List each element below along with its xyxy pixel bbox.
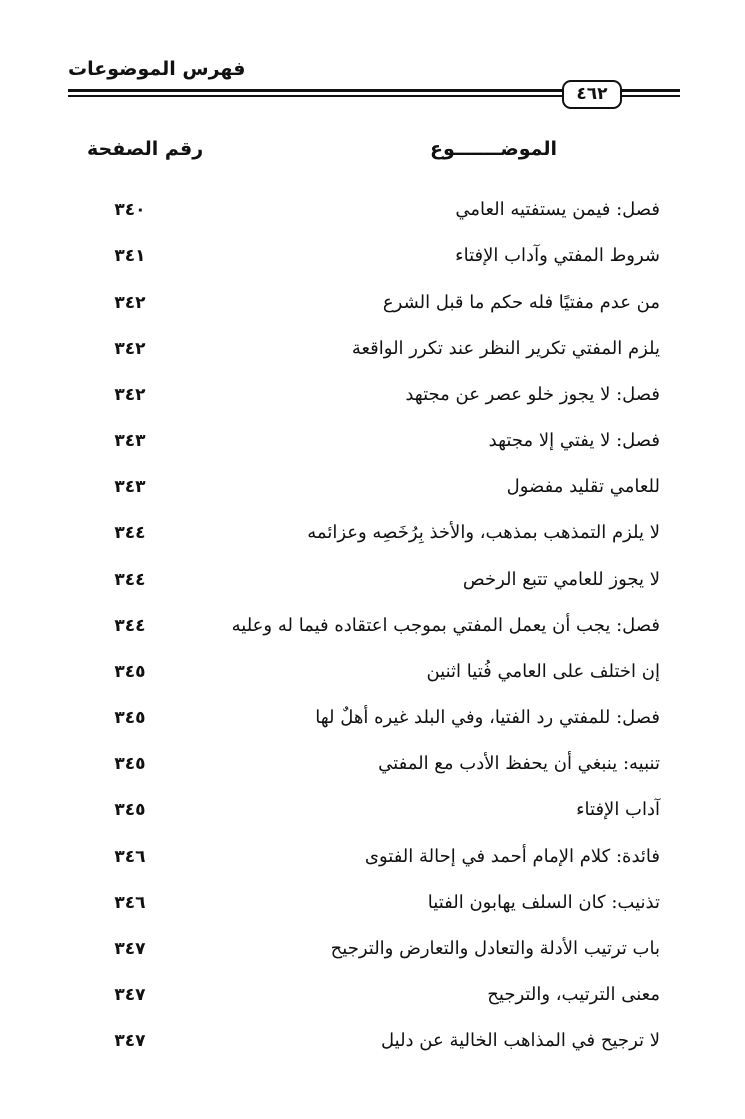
row-topic: فصل: فيمن يستفتيه العامي (455, 199, 660, 220)
row-page: ٣٤٠ (114, 200, 146, 220)
table-row (80, 975, 660, 1015)
row-page: ٣٤٤ (114, 616, 146, 636)
row-topic: تنبيه: ينبغي أن يحفظ الأدب مع المفتي (378, 753, 660, 774)
table-row (80, 652, 660, 692)
row-topic: آداب الإفتاء (576, 799, 660, 820)
row-page: ٣٤٢ (114, 339, 146, 359)
row-topic: لا يلزم التمذهب بمذهب، والأخذ بِرُخَصِه وعزائمه (307, 522, 660, 543)
row-page: ٣٤٥ (114, 662, 146, 682)
table-row (80, 467, 660, 507)
row-topic: فصل: لا يجوز خلو عصر عن مجتهد (405, 384, 660, 405)
row-topic: معنى الترتيب، والترجيح (487, 984, 660, 1005)
row-topic: للعامي تقليد مفضول (506, 476, 660, 497)
row-page: ٣٤٥ (114, 708, 146, 728)
row-topic: فائدة: كلام الإمام أحمد في إحالة الفتوى (364, 846, 660, 867)
table-row (80, 513, 660, 553)
row-topic: باب ترتيب الأدلة والتعادل والتعارض والترجيح (330, 938, 660, 959)
table-row (80, 375, 660, 415)
row-topic: يلزم المفتي تكرير النظر عند تكرر الواقعة (351, 338, 660, 359)
row-page: ٣٤٣ (114, 477, 146, 497)
row-page: ٣٤٧ (114, 985, 146, 1005)
row-topic: فصل: يجب أن يعمل المفتي بموجب اعتقاده فيما له وعليه (231, 615, 660, 636)
row-topic: شروط المفتي وآداب الإفتاء (455, 245, 660, 266)
row-topic: لا ترجيح في المذاهب الخالية عن دليل (381, 1030, 660, 1051)
row-page: ٣٤٥ (114, 800, 146, 820)
row-page: ٣٤٢ (114, 293, 146, 313)
row-page: ٣٤٧ (114, 1031, 146, 1051)
row-topic: لا يجوز للعامي تتبع الرخص (462, 569, 660, 590)
page-column-heading: رقم الصفحة (87, 138, 204, 160)
row-topic: فصل: لا يفتي إلا مجتهد (488, 430, 660, 451)
row-topic: من عدم مفتيًا فله حكم ما قبل الشرع (382, 292, 660, 313)
row-page: ٣٤٤ (114, 523, 146, 543)
row-page: ٣٤٣ (114, 431, 146, 451)
topic-column-heading: الموضـــــــوع (429, 138, 557, 160)
table-row (80, 606, 660, 646)
row-topic: إن اختلف على العامي فُتيا اثنين (426, 661, 660, 682)
table-row (80, 421, 660, 461)
table-row (80, 236, 660, 276)
table-row (80, 329, 660, 369)
table-row (80, 837, 660, 877)
table-row (80, 190, 660, 230)
row-page: ٣٤٦ (114, 847, 146, 867)
table-row (80, 790, 660, 830)
table-row (80, 698, 660, 738)
row-page: ٣٤٤ (114, 570, 146, 590)
table-row (80, 744, 660, 784)
running-title: فهرس الموضوعات (68, 58, 246, 80)
row-page: ٣٤١ (114, 246, 146, 266)
row-topic: تذنيب: كان السلف يهابون الفتيا (427, 892, 660, 913)
row-page: ٣٤٥ (114, 754, 146, 774)
row-page: ٣٤٢ (114, 385, 146, 405)
table-row (80, 283, 660, 323)
table-row (80, 560, 660, 600)
page-number: ٤٦٢ (562, 80, 622, 109)
table-row (80, 1021, 660, 1061)
row-topic: فصل: للمفتي رد الفتيا، وفي البلد غيره أهلٌ لها (315, 707, 660, 728)
row-page: ٣٤٦ (114, 893, 146, 913)
table-row (80, 929, 660, 969)
row-page: ٣٤٧ (114, 939, 146, 959)
table-row (80, 883, 660, 923)
